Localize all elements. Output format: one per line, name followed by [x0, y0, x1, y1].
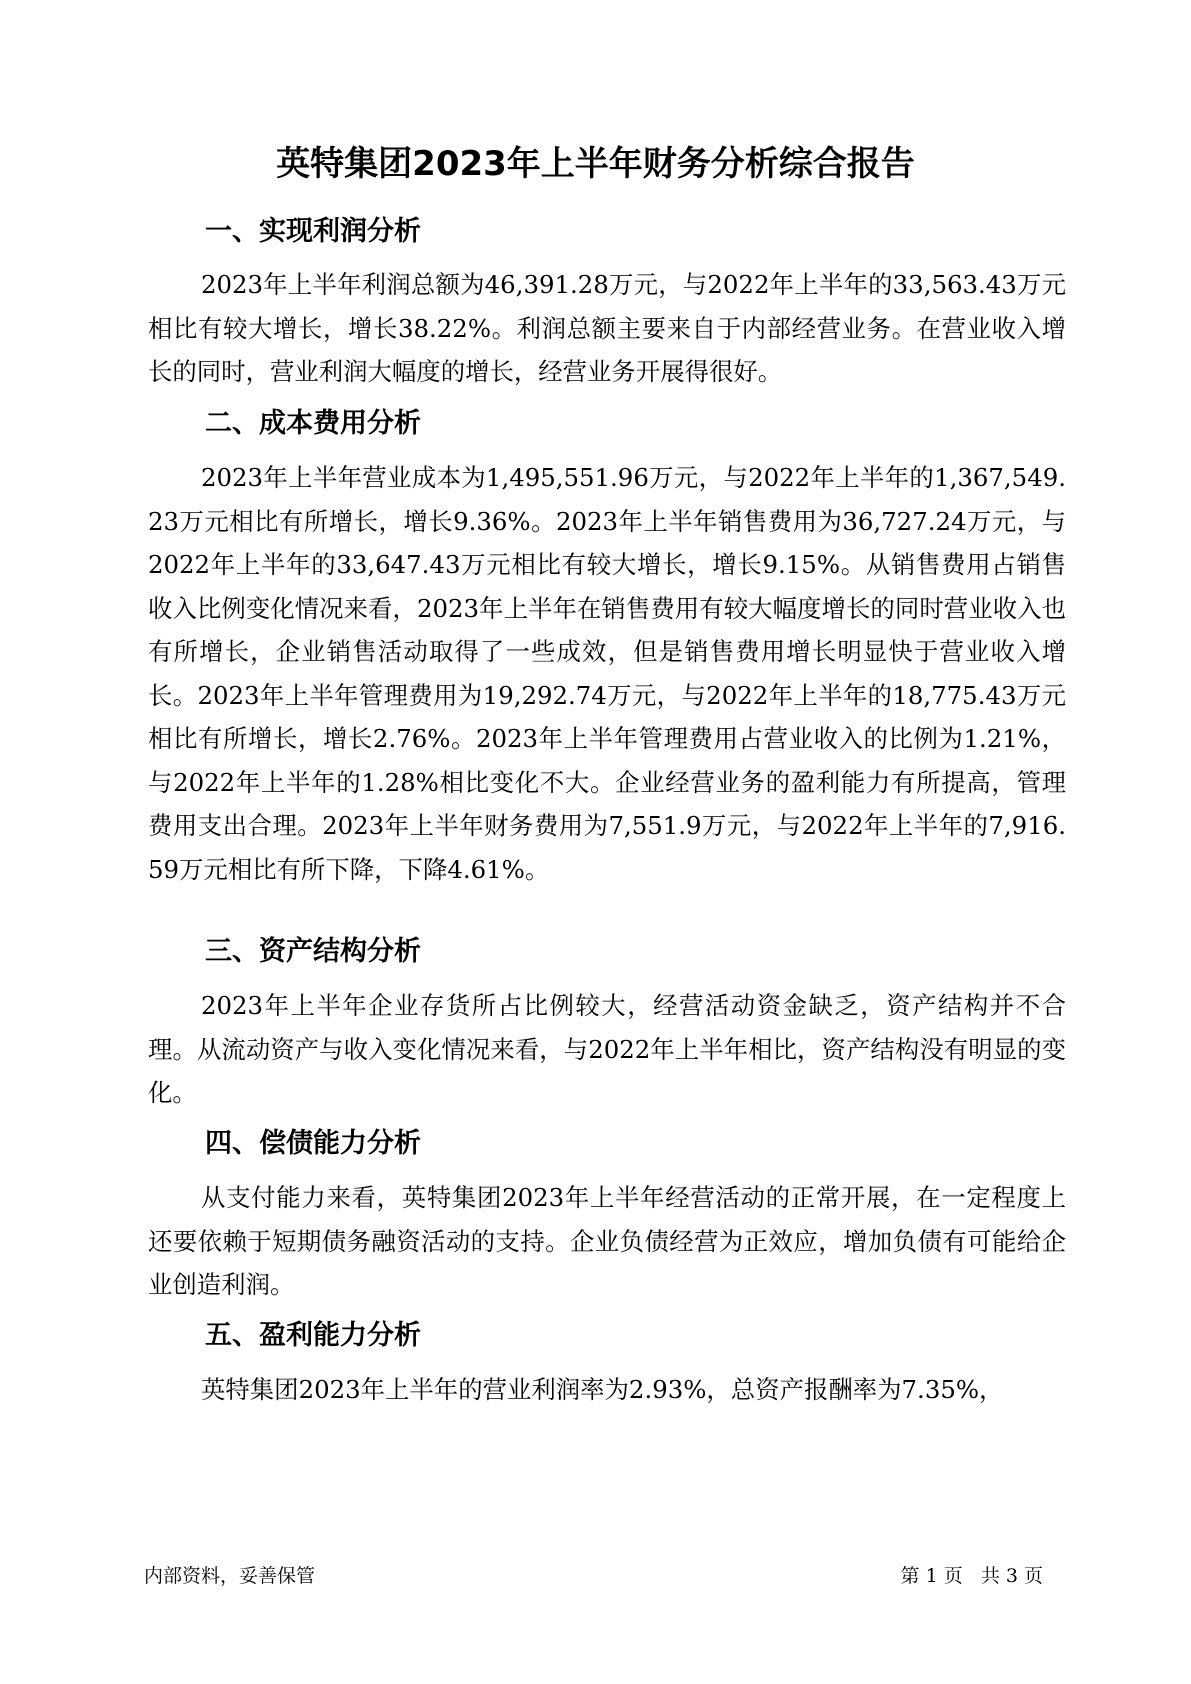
- section-heading-profit: 一、实现利润分析: [205, 216, 421, 247]
- section-text-profitability: 英特集团2023年上半年的营业利润率为2.93%，总资产报酬率为7.35%，: [201, 1375, 1004, 1404]
- section-heading-cost: 二、成本费用分析: [205, 408, 421, 439]
- section-text-assets: 2023年上半年企业存货所占比例较大，经营活动资金缺乏，资产结构并不合理。从流动资产与收入变化情况来看，与2022年上半年相比，资产结构没有明显的变化。: [148, 991, 1066, 1107]
- section-text-solvency: 从支付能力来看，英特集团2023年上半年经营活动的正常开展，在一定程度上还要依赖于短期债务融资活动的支持。企业负债经营为正效应，增加负债有可能给企业创造利润。: [148, 1183, 1066, 1299]
- document-title: 英特集团2023年上半年财务分析综合报告: [276, 144, 915, 184]
- section-text-cost: 2023年上半年营业成本为1,495,551.96万元，与2022年上半年的1,367,549.23万元相比有所增长，增长9.36%。2023年上半年销售费用为36,727.24万元，与2022年上半年的33,647.43万元相比有较大增长，增长9.15%。从销售费用占销售收入比例变化情况来看，2023年上半年在销售费用有较大幅度增长的同时营业收入也有所增长，企业销售活动取得了一些成效，但是销售费用增长明显快于营业收入增长。2023年上半年管理费用为19,292.74万元，与2022年上半年的18,775.43万元相比有所增长，增长2.76%。2023年上半年管理费用占营业收入的比例为1.21%，与2022年上半年的1.28%相比变化不大。企业经营业务的盈利能力有所提高，管理费用支出合理。2023年上半年财务费用为7,551.9万元，与2022年上半年的7,916.59万元相比有所下降，下降4.61%。: [148, 463, 1066, 884]
- section-text-profit: 2023年上半年利润总额为46,391.28万元，与2022年上半年的33,563.43万元相比有较大增长，增长38.22%。利润总额主要来自于内部经营业务。在营业收入增长的同时，营业利润大幅度的增长，经营业务开展得很好。: [148, 270, 1066, 386]
- footer-page-number: 第 1 页 共 3 页: [900, 1565, 1043, 1587]
- section-heading-profitability: 五、盈利能力分析: [205, 1320, 421, 1351]
- section-heading-solvency: 四、偿债能力分析: [205, 1128, 421, 1159]
- section-heading-assets: 三、资产结构分析: [205, 936, 421, 967]
- footer-confidential-note: 内部资料，妥善保管: [144, 1565, 316, 1587]
